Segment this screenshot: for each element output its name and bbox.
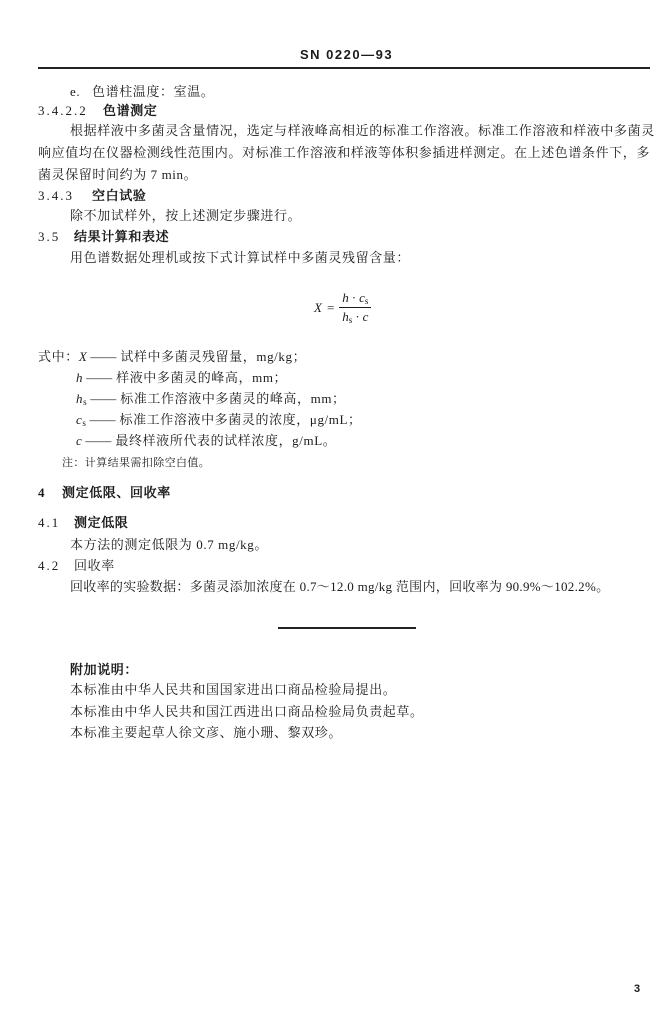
section-heading-3-4-2-2 [0,103,672,119]
variable-subscript: s [82,418,87,428]
paragraph-line: 响应值均在仪器检测线性范围内。对标准工作溶液和样液等体积参插进样测定。在上述色谱条件下，多 [38,145,651,160]
standard-code-header: SN 0220—93 [300,47,394,62]
list-item-marker: e. [70,84,81,99]
variable-symbol: h [76,370,84,385]
section-heading-3-4-3 [0,188,672,204]
list-item-text: 色谱柱温度：室温。 [92,84,215,99]
variable-dash: —— [85,433,112,448]
formula-numerator [339,290,371,308]
appendix-line: 本标准由中华人民共和国国家进出口商品检验局提出。 [70,682,397,697]
end-divider [278,627,416,629]
variable-row [76,433,336,449]
section-heading-3-5 [0,229,672,245]
variable-dash: —— [89,412,116,427]
numerator-symbol-c: c [359,290,365,305]
variable-dash: —— [90,349,117,364]
where-label: 式中： [38,349,79,364]
formula-lhs: X [314,299,322,315]
variable-subscript: s [83,397,88,407]
numerator-operator: · [351,290,357,305]
paragraph-line: 本方法的测定低限为 0.7 mg/kg。 [70,537,268,552]
variable-description: 标准工作溶液中多菌灵的浓度，μg/mL； [119,412,362,427]
variable-description: 试样中多菌灵残留量，mg/kg； [120,349,307,364]
formula-equals-sign: = [326,299,335,315]
numerator-symbol-h: h [342,290,349,305]
section-title: 回收率 [74,558,115,573]
appendix-heading: 附加说明： [70,662,139,677]
appendix-line: 本标准由中华人民共和国江西进出口商品检验局负责起草。 [70,704,424,719]
variable-symbol: h [76,391,84,406]
section-number: 3.5 [38,229,61,244]
section-title: 色谱测定 [103,103,158,118]
numerator-subscript: s [364,296,369,306]
denominator-operator: · [355,309,360,324]
section-heading-4-1 [0,515,672,531]
variable-description: 最终样液所代表的试样浓度，g/mL。 [115,433,337,448]
variable-dash: —— [86,370,113,385]
section-heading-4 [0,485,672,501]
section-heading-4-2 [0,558,672,574]
denominator-symbol-c: c [362,309,369,324]
section-number: 4 [38,485,47,500]
variable-symbol: c [76,412,83,427]
variable-description: 样液中多菌灵的峰高，mm； [116,370,288,385]
paragraph-line: 除不加试样外，按上述测定步骤进行。 [70,208,302,223]
formula [314,290,371,325]
paragraph-line: 根据样液中多菌灵含量情况，选定与样液峰高相近的标准工作溶液。标准工作溶液和样液中多菌灵 [70,123,655,138]
section-title: 空白试验 [92,188,147,203]
section-number: 3.4.3 [38,188,74,203]
appendix-line: 本标准主要起草人徐文彦、施小珊、黎双珍。 [70,725,343,740]
variable-symbol: X [78,349,88,364]
section-number: 4.1 [38,515,61,530]
section-number: 4.2 [38,558,61,573]
paragraph-line: 菌灵保留时间约为 7 min。 [38,167,198,182]
formula-denominator [339,308,371,325]
variable-symbol: c [76,433,83,448]
variable-dash: —— [90,391,117,406]
paragraph-line: 回收率的实验数据：多菌灵添加浓度在 0.7～12.0 mg/kg 范围内，回收率为 90.9%～102.2%。 [70,579,610,594]
denominator-symbol-h: h [342,309,349,324]
calculation-note: 注：计算结果需扣除空白值。 [62,457,211,469]
variable-description: 标准工作溶液中多菌灵的峰高，mm； [120,391,346,406]
section-number: 3.4.2.2 [38,103,88,118]
variable-row [76,412,362,428]
page-number: 3 [634,983,641,995]
section-title: 测定低限 [74,515,129,530]
variable-row [76,391,346,407]
variable-row [76,370,287,386]
variable-row [38,349,306,365]
denominator-subscript: s [348,315,353,325]
header-rule [38,67,650,69]
formula-fraction [339,290,371,325]
paragraph-line: 用色谱数据处理机或按下式计算试样中多菌灵残留含量： [70,250,411,265]
section-title: 结果计算和表述 [74,229,170,244]
section-title: 测定低限、回收率 [62,485,171,500]
